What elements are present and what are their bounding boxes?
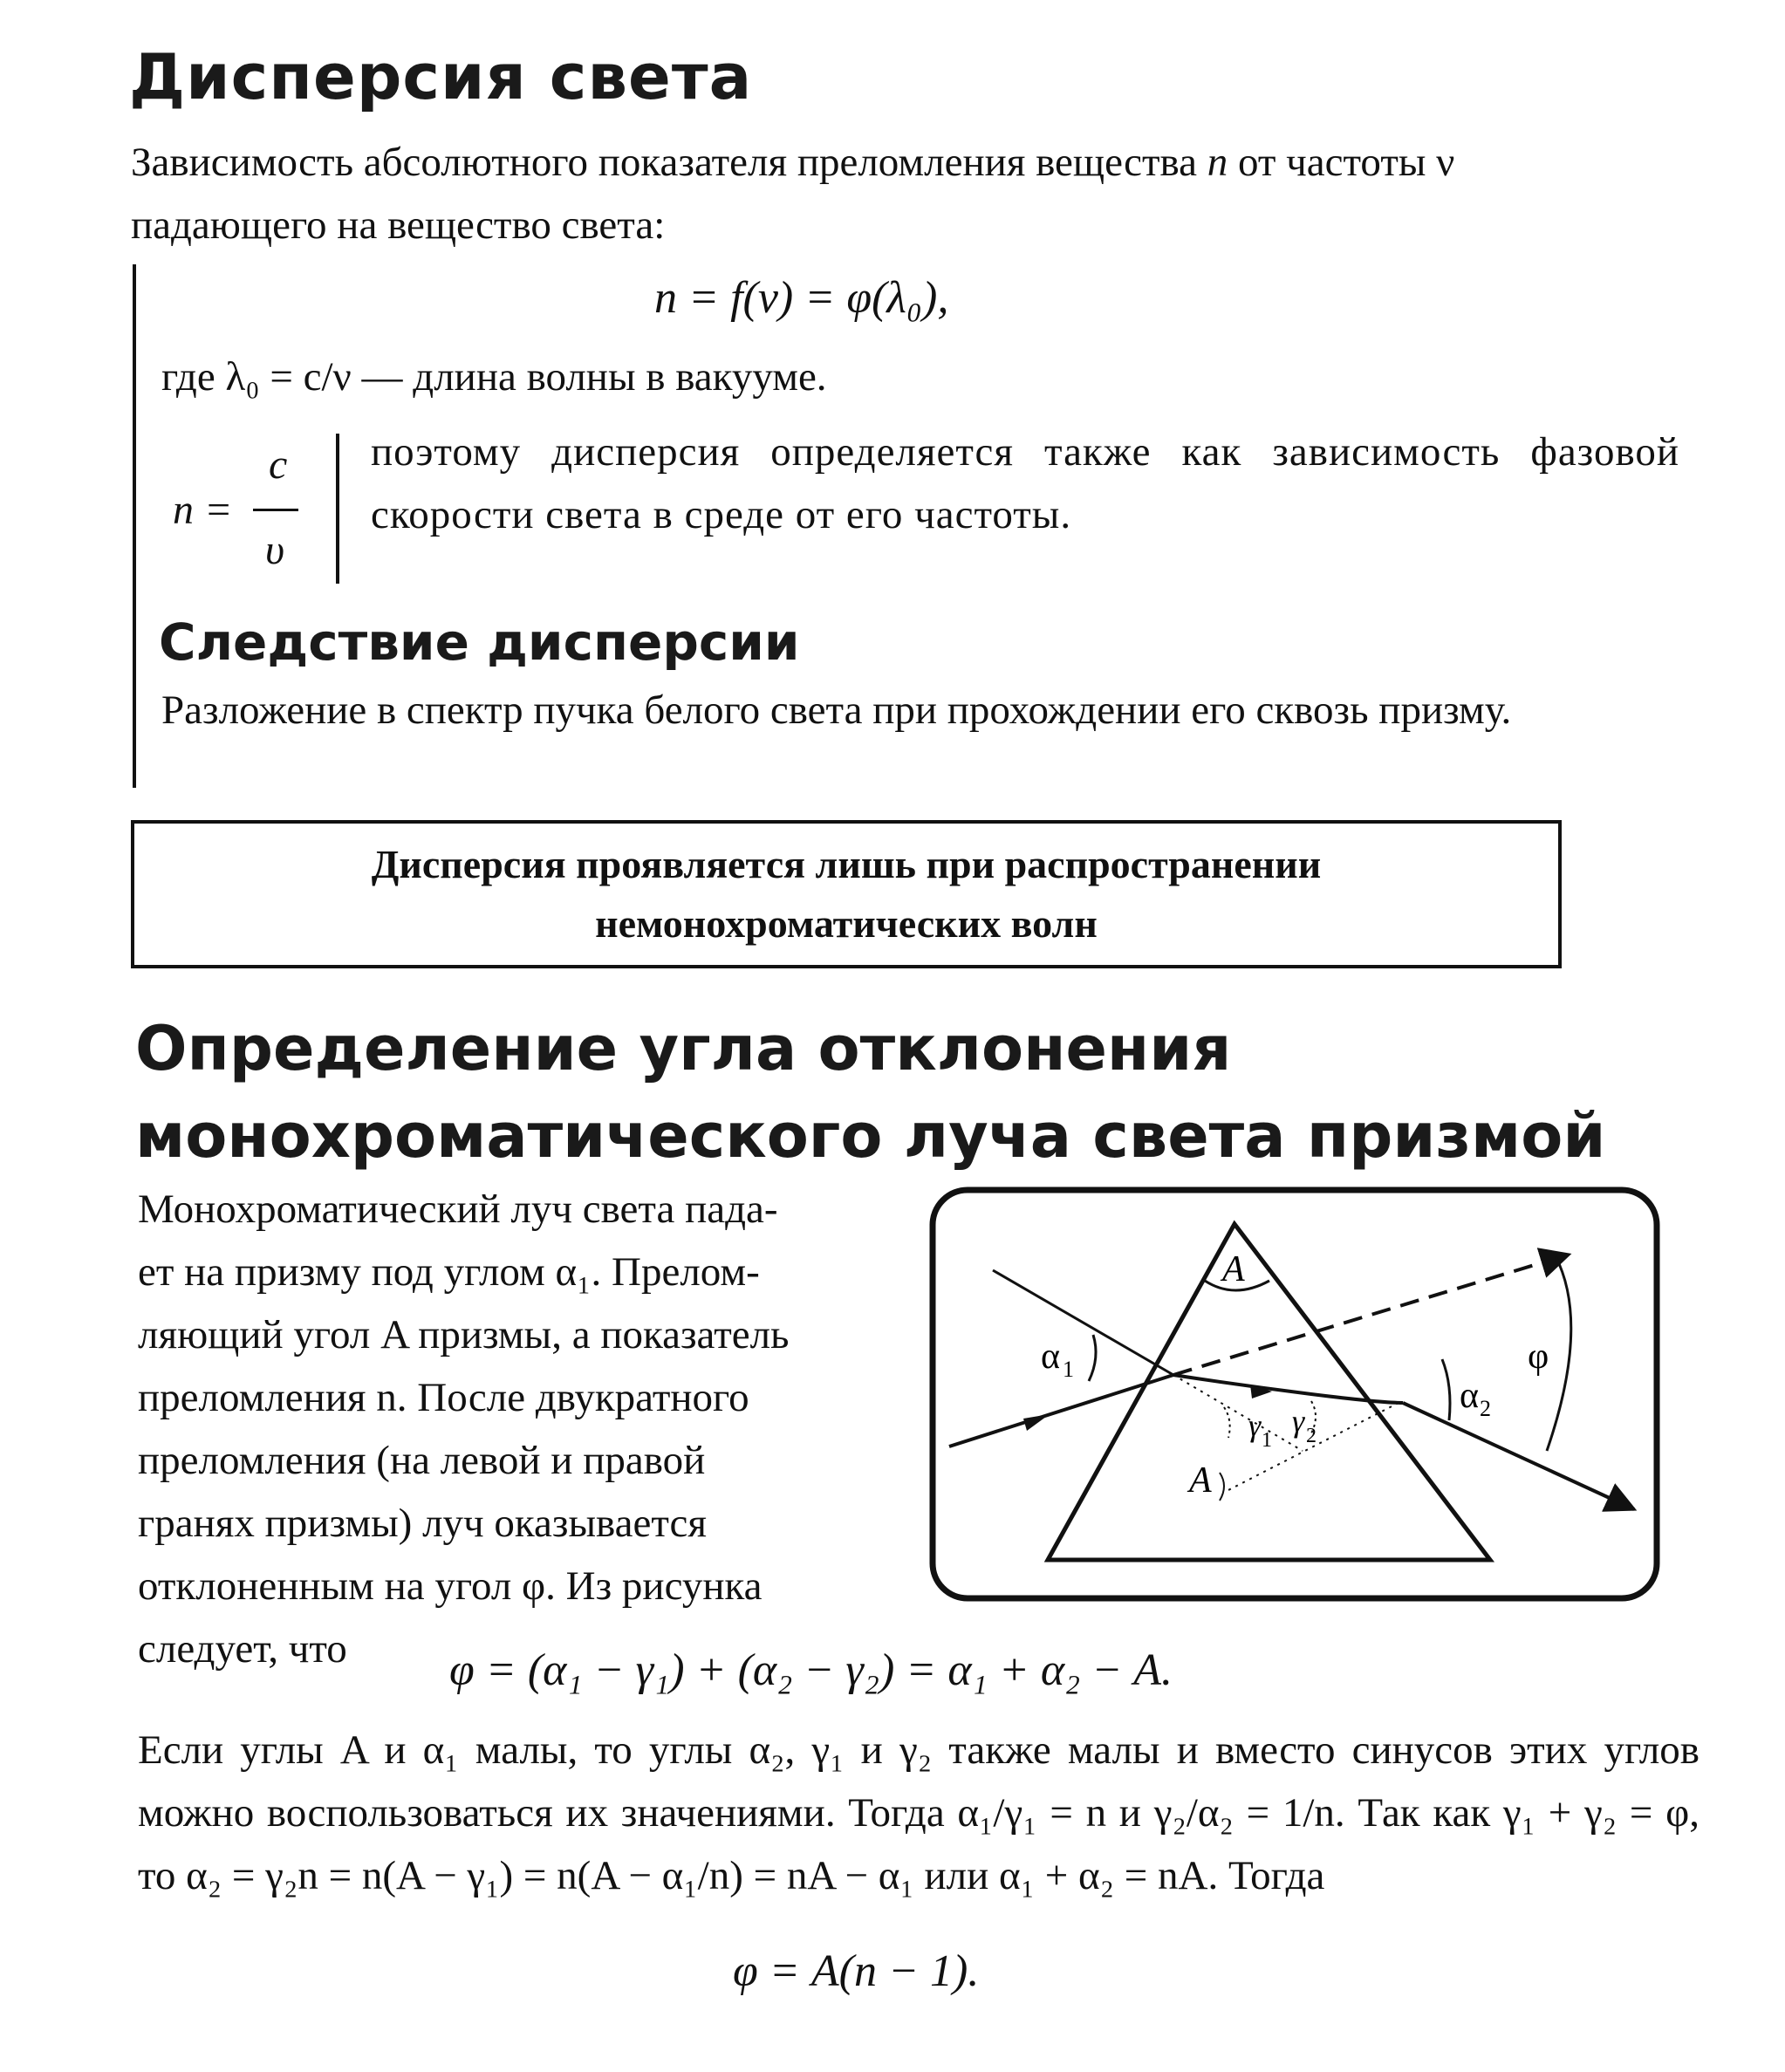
arc-phi: [1547, 1256, 1571, 1451]
para-line: Монохроматический луч света пада-: [138, 1186, 778, 1232]
section-title-deflection: [135, 1005, 1706, 1180]
fraction-denominator: υ: [265, 527, 285, 573]
normal-left-inner: [1173, 1375, 1303, 1451]
consequence-text: Разложение в спектр пучка белого света при прохождении его сквозь призму.: [161, 687, 1512, 733]
wavelength-definition: где λ₀ = c/ν — длина волны в вакууме.: [161, 354, 827, 400]
intro-paragraph: [131, 131, 1693, 256]
arc-A-inner: [1220, 1473, 1224, 1501]
fraction-lhs: n =: [173, 487, 233, 533]
para-line: гранях призмы) луч оказывается: [138, 1501, 707, 1546]
intro-text-line2: падающего на вещество света:: [131, 202, 666, 248]
label-gamma1: γ: [1248, 1408, 1262, 1443]
arc-alpha2: [1442, 1359, 1450, 1420]
label-alpha1-sub: 1: [1063, 1357, 1074, 1382]
fraction-numerator: c: [269, 441, 288, 488]
note-box: [131, 820, 1562, 968]
label-alpha2: α: [1460, 1376, 1480, 1416]
deflection-title-line2: монохроматического луча света призмой: [135, 1100, 1606, 1172]
intro-text-start: Зависимость абсолютного показателя преломления вещества: [131, 140, 1207, 185]
prism-diagram: [927, 1185, 1662, 1604]
intro-n-symbol: n: [1207, 140, 1228, 185]
section-title-consequence: Следствие дисперсии: [159, 612, 800, 672]
note-line1: Дисперсия проявляется лишь при распространении: [371, 842, 1322, 886]
small-angles-paragraph: Если углы A и α₁ малы, то углы α₂, γ₁ и γ₂ также малы и вместо синусов этих углов можно воспользоваться их значениями. Тогда α₁/γ₁ = n и γ₂/α₂ = 1/n. Так как γ₁ + γ₂ = φ, то α₂ = γ₂n = n(A − γ₁) = n(A − α₁/n) = nA − α₁ или α₁ + α₂ = nA. Тогда: [138, 1727, 1700, 1898]
phase-velocity-text: поэтому дисперсия определяется также как зависимость фазовой скорости света в среде от его частоты.: [371, 429, 1679, 537]
note-text: [236, 835, 1457, 954]
label-phi: φ: [1528, 1337, 1549, 1377]
label-A-inner: A: [1189, 1460, 1212, 1501]
intro-text-end: от частоты ν: [1228, 140, 1455, 185]
arc-gamma1: [1224, 1407, 1230, 1438]
fraction-divider: [336, 434, 339, 584]
incident-ray: [949, 1375, 1173, 1446]
section-title-dispersion: Дисперсия света: [129, 40, 753, 113]
para-line: ет на призму под углом α₁. Прелом-: [138, 1249, 760, 1295]
formula-final: φ = A(n − 1).: [733, 1946, 980, 1996]
label-A-top: A: [1222, 1249, 1245, 1289]
formula-dispersion: n = f(ν) = φ(λ₀),: [654, 273, 949, 323]
label-alpha2-sub: 2: [1480, 1396, 1491, 1421]
left-margin-rule: [133, 264, 136, 788]
formula-deflection: φ = (α₁ − γ₁) + (α₂ − γ₂) = α₁ + α₂ − A.: [449, 1645, 1173, 1695]
para-line: преломления (на левой и правой: [138, 1438, 706, 1483]
figure-frame: [933, 1190, 1657, 1598]
para-line: ляющий угол A призмы, а показатель: [138, 1312, 790, 1357]
para-line: следует, что: [138, 1626, 347, 1672]
fraction-line: [253, 509, 298, 511]
label-gamma2: γ: [1292, 1404, 1305, 1439]
note-line2: немонохроматических волн: [595, 901, 1098, 946]
deflection-paragraph: [138, 1178, 897, 1680]
incident-arrow-icon: [1023, 1414, 1050, 1431]
label-gamma2-sub: 2: [1306, 1425, 1317, 1447]
normal-left: [993, 1270, 1173, 1375]
para-line: отклоненным на угол φ. Из рисунка: [138, 1563, 763, 1609]
arc-alpha1: [1089, 1335, 1096, 1381]
deflection-title-line1: Определение угла отклонения: [135, 1013, 1232, 1084]
refraction-fraction: [166, 441, 340, 589]
label-alpha1: α: [1041, 1337, 1061, 1377]
para-line: преломления n. После двукратного: [138, 1375, 749, 1420]
label-gamma1-sub: 1: [1262, 1429, 1272, 1452]
